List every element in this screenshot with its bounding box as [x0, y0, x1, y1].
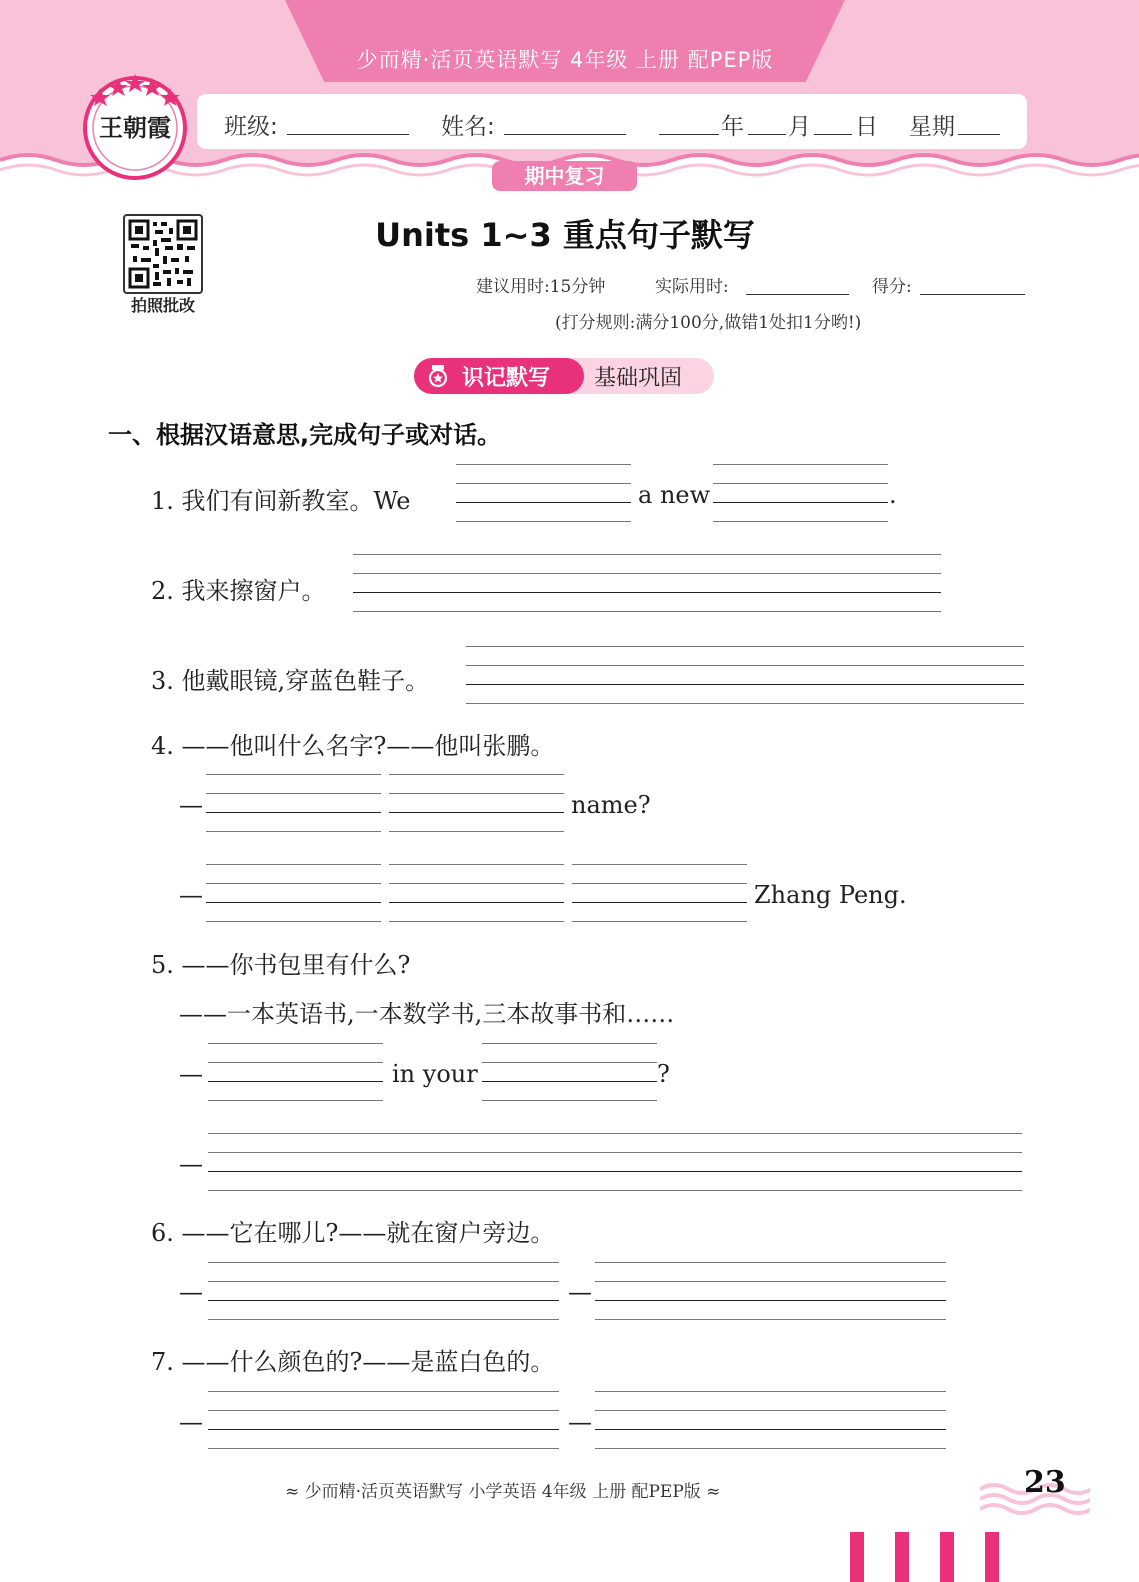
- footer-bar-4: [985, 1532, 999, 1582]
- page-number: 23: [1024, 1465, 1066, 1500]
- q4-line1-end: name?: [571, 791, 651, 819]
- q1-blank-2[interactable]: [713, 464, 888, 521]
- q4-blank-5[interactable]: [572, 864, 747, 921]
- q4-dash-2: —: [179, 881, 203, 909]
- q3-answer-line[interactable]: [466, 646, 1024, 703]
- student-info-bar: [197, 94, 1027, 149]
- brand-logo: [80, 70, 190, 180]
- qr-code[interactable]: [123, 214, 203, 294]
- q5-answer-cn: ——一本英语书,一本数学书,三本故事书和……: [179, 1000, 675, 1028]
- scoring-rule: (打分规则:满分100分,做错1处扣1分哟!): [555, 313, 862, 333]
- q5-mid: in your: [392, 1060, 478, 1088]
- class-field[interactable]: [287, 134, 409, 135]
- q3-prompt: 3. 他戴眼镜,穿蓝色鞋子。: [151, 667, 430, 695]
- midterm-badge: 期中复习: [492, 161, 637, 191]
- q4-blank-3[interactable]: [206, 864, 381, 921]
- q2-prompt: 2. 我来擦窗户。: [151, 577, 326, 605]
- q7-answer-line-1[interactable]: [208, 1391, 559, 1448]
- class-label: 班级:: [224, 114, 278, 140]
- q5-end: ?: [657, 1060, 670, 1088]
- medal-icon: [426, 364, 450, 388]
- name-field[interactable]: [504, 134, 626, 135]
- day-label: 日: [855, 114, 878, 140]
- name-label: 姓名:: [441, 114, 495, 140]
- q5-answer-line[interactable]: [208, 1133, 1022, 1190]
- page-title: Units 1~3 重点句子默写: [375, 216, 755, 254]
- q5-prompt: 5. ——你书包里有什么?: [151, 951, 411, 979]
- month-field[interactable]: [748, 134, 786, 135]
- q5-dash-1: —: [179, 1060, 203, 1088]
- q4-dash-1: —: [179, 791, 203, 819]
- q4-prompt: 4. ——他叫什么名字?——他叫张鹏。: [151, 732, 555, 760]
- q6-prompt: 6. ——它在哪儿?——就在窗户旁边。: [151, 1219, 555, 1247]
- score-field[interactable]: [920, 294, 1025, 295]
- q2-answer-line[interactable]: [353, 554, 941, 611]
- year-label: 年: [721, 114, 744, 140]
- series-title: 少而精·活页英语默写 4年级 上册 配PEP版: [356, 48, 774, 72]
- q4-line2-end: Zhang Peng.: [754, 881, 907, 909]
- instruction: 一、根据汉语意思,完成句子或对话。: [108, 421, 502, 449]
- qr-caption: 拍照批改: [130, 296, 195, 315]
- q7-prompt: 7. ——什么颜色的?——是蓝白色的。: [151, 1348, 555, 1376]
- q5-blank-2[interactable]: [482, 1043, 657, 1100]
- section-tag: 识记默写: [462, 366, 551, 391]
- q4-blank-4[interactable]: [389, 864, 564, 921]
- svg-text:王朝霞: 王朝霞: [99, 113, 171, 142]
- q7-answer-line-2[interactable]: [595, 1391, 946, 1448]
- actual-time-field[interactable]: [746, 294, 849, 295]
- q4-blank-2[interactable]: [389, 774, 564, 831]
- weekday-label: 星期: [909, 114, 955, 140]
- footer-bar-3: [940, 1532, 954, 1582]
- q6-dash-1: —: [179, 1278, 203, 1306]
- q7-dash-1: —: [179, 1408, 203, 1436]
- q1-blank-1[interactable]: [456, 464, 631, 521]
- weekday-field[interactable]: [958, 134, 1000, 135]
- q1-mid: a new: [638, 481, 711, 509]
- q6-dash-2: —: [568, 1278, 592, 1306]
- suggested-time: 建议用时:15分钟: [476, 277, 606, 297]
- q1-prompt: 1. 我们有间新教室。We: [151, 487, 411, 515]
- footer-text: ≈ 少而精·活页英语默写 小学英语 4年级 上册 配PEP版 ≈: [285, 1482, 721, 1502]
- q6-answer-line-1[interactable]: [208, 1262, 559, 1319]
- footer-bar-2: [895, 1532, 909, 1582]
- section-subtitle: 基础巩固: [594, 366, 683, 391]
- q4-blank-1[interactable]: [206, 774, 381, 831]
- year-field[interactable]: [659, 134, 719, 135]
- q6-answer-line-2[interactable]: [595, 1262, 946, 1319]
- q5-blank-1[interactable]: [208, 1043, 383, 1100]
- q5-dash-2: —: [179, 1150, 203, 1178]
- score-label: 得分:: [872, 277, 912, 297]
- q7-dash-2: —: [568, 1408, 592, 1436]
- q1-end: .: [889, 481, 897, 509]
- month-label: 月: [788, 114, 811, 140]
- day-field[interactable]: [814, 134, 852, 135]
- actual-time-label: 实际用时:: [655, 277, 729, 297]
- footer-bar-1: [850, 1532, 864, 1582]
